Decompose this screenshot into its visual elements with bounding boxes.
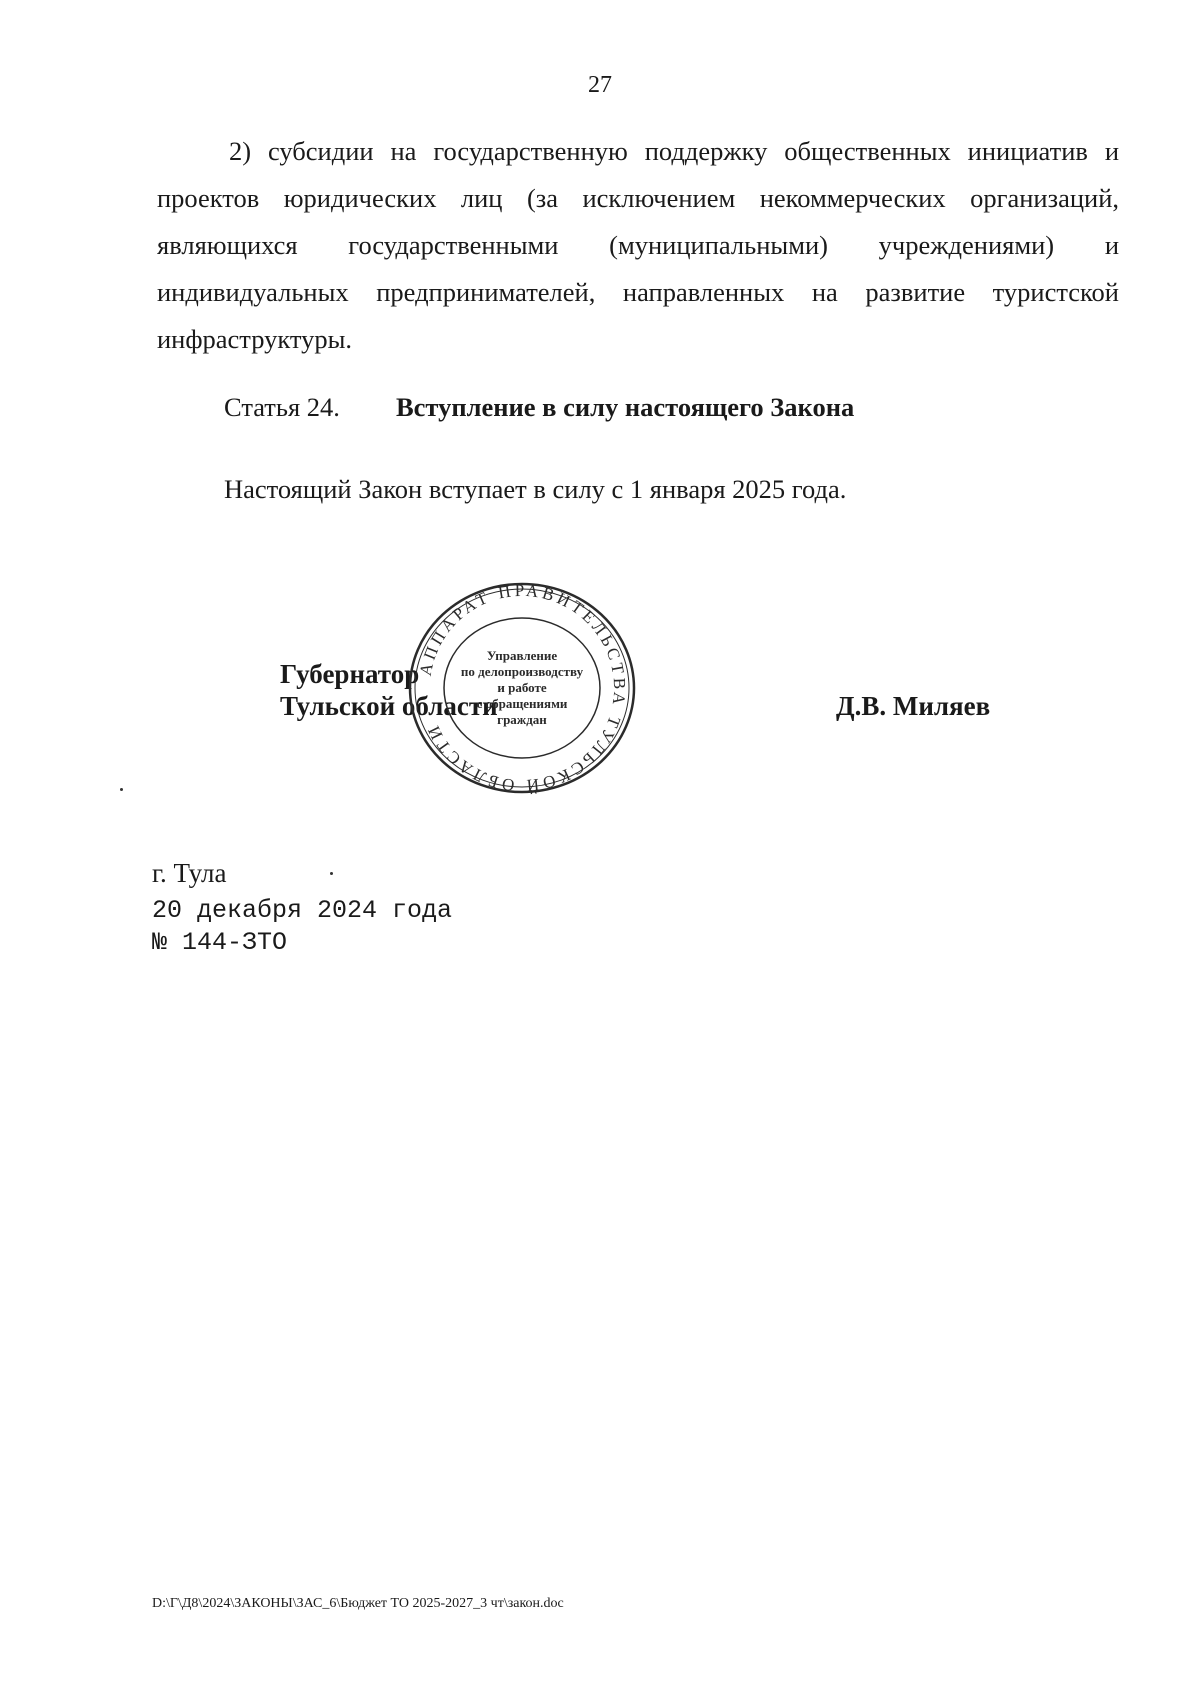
official-seal-stamp — [402, 578, 642, 798]
city: г. Тула — [152, 858, 227, 888]
paragraph-subsidies: 2) субсидии на государственную поддержку общественных инициатив и проектов юридических лиц (за исключением некоммерческих организаций, являющихся государственными (муниципальными) учреждениями) и индивидуальных предпринимателей, направленных на развитие туристской инфраструктуры. — [157, 136, 1119, 354]
law-number: № 144-ЗТО — [152, 928, 288, 957]
governor-position-line-2: Тульской области — [280, 691, 498, 721]
seal-ring-text: АППАРАТ ПРАВИТЕЛЬСТВА ТУЛЬСКОЙ ОБЛАСТИ — [415, 580, 630, 796]
governor-position-line-1: Губернатор — [280, 659, 420, 689]
signing-date: 20 декабря 2024 года — [152, 896, 453, 925]
scan-speck — [330, 872, 333, 875]
page-number: 27 — [588, 72, 612, 98]
seal-graphic — [402, 578, 642, 798]
scan-speck — [120, 788, 123, 791]
governor-name: Д.В. Миляев — [836, 691, 991, 721]
seal-center-line: по делопроизводству — [460, 664, 584, 679]
seal-center-line: граждан — [497, 712, 547, 727]
seal-center-line: Управление — [486, 648, 558, 663]
paragraph-effective-date: Настоящий Закон вступает в силу с 1 января 2025 года. — [224, 474, 847, 504]
seal-center-line: с обращениями — [476, 696, 568, 711]
article-title: Вступление в силу настоящего Закона — [396, 392, 855, 422]
footer-file-path: D:\Г\Д8\2024\ЗАКОНЫ\ЗАС_6\Бюджет ТО 2025-2027_3 чт\закон.doc — [152, 1596, 564, 1611]
article-label: Статья 24. — [224, 392, 340, 422]
seal-center-text — [461, 648, 584, 727]
seal-center-line: и работе — [497, 680, 547, 695]
